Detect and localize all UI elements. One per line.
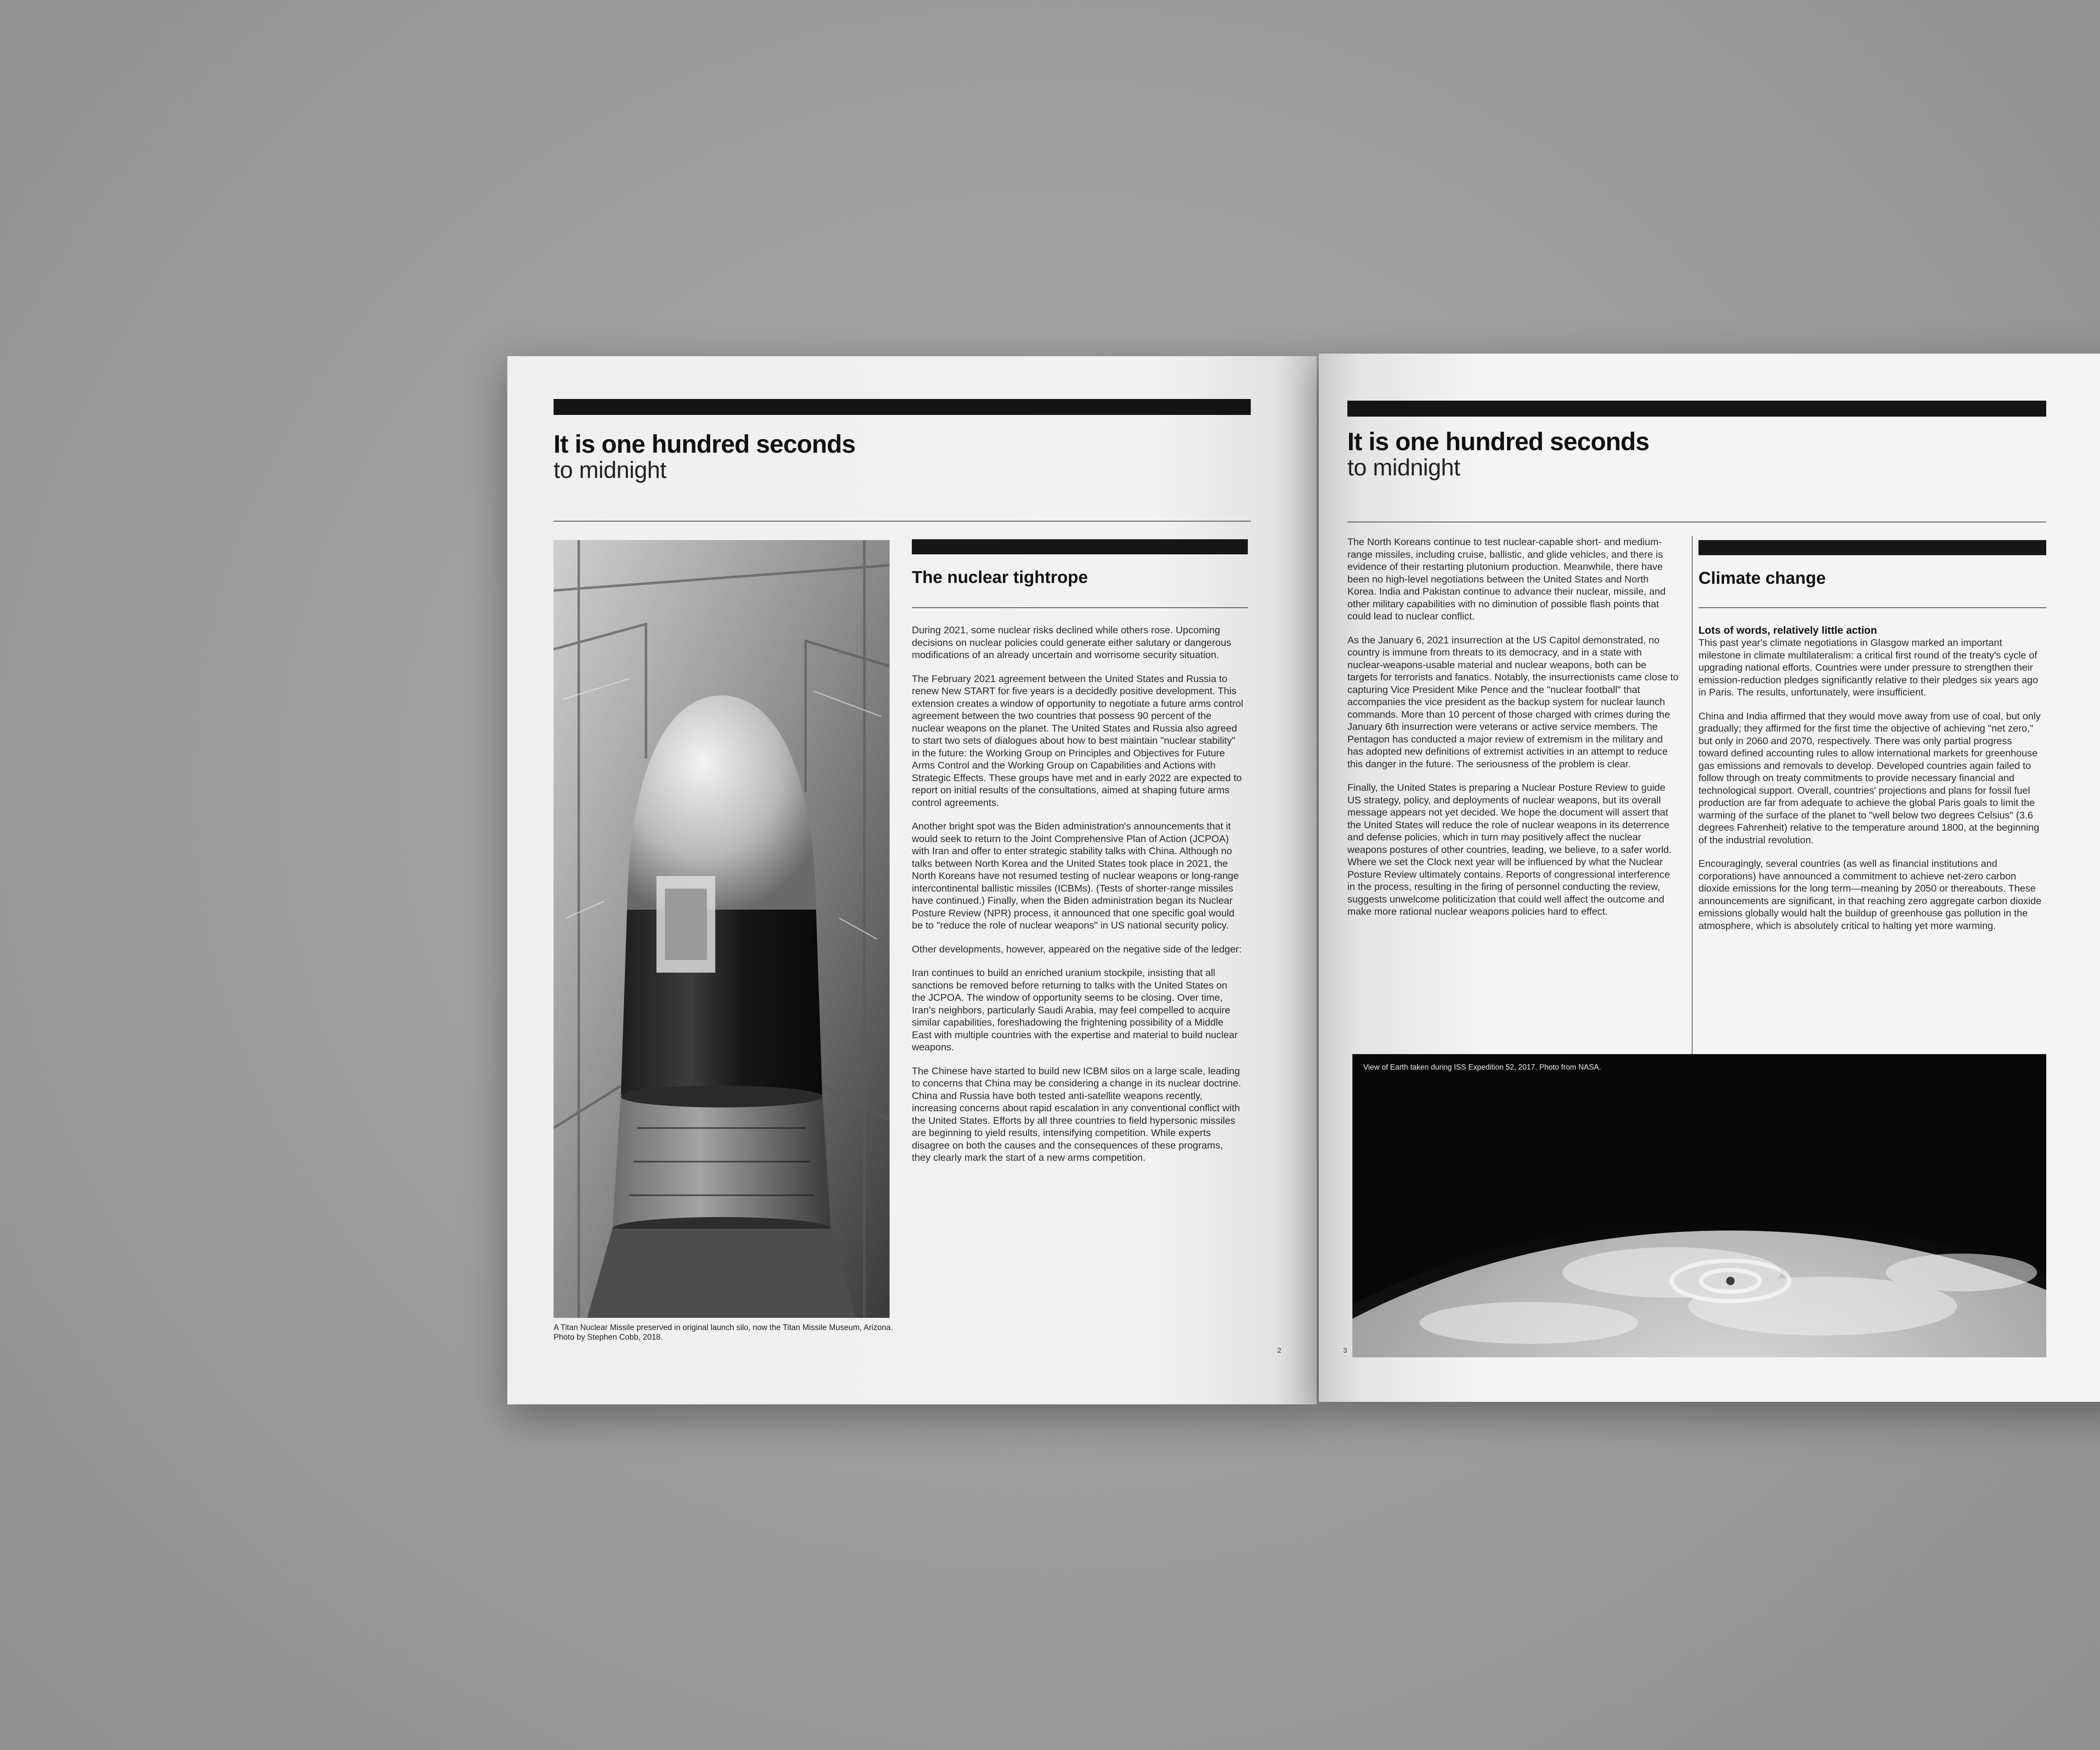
paragraph: Another bright spot was the Biden administration's announcements that it would seek to return to the Joint Comprehensive Plan of Action (JCPOA) with Iran and offer to enter strategic stability talks with China. Although no talks between North Korea and the United States took place in 2021, the North Koreans have not resumed testing of nuclear weapons or long-range intercontinental ballistic missiles (ICBMs). (Tests of shorter-range missiles have continued.) Finally, when the Biden administration began its Nuclear Posture Review (NPR) process, it announced that one specific goal would be to "reduce the role of nuclear weapons" in US national security policy. bbox=[912, 821, 1239, 931]
section-divider bbox=[1698, 607, 2046, 608]
page-subtitle: to midnight bbox=[554, 457, 667, 483]
page-title: It is one hundred seconds bbox=[1347, 428, 1649, 456]
section-bar bbox=[912, 539, 1248, 554]
paragraph: Encouragingly, several countries (as well as financial institutions and corporations) have announced a commitment to achieve net-zero carbon dioxide emissions for the long term—meaning by 2050 or thereabouts. These announcements are significant, in that reaching zero aggregate carbon dioxide emissions globally would halt the buildup of greenhouse gas pollution in the atmosphere, which is absolutely critical to halting yet more warming. bbox=[1698, 858, 2042, 931]
section-body bbox=[1698, 637, 2043, 943]
paragraph: The February 2021 agreement between the United States and Russia to renew New START for five years is a decidedly positive development. This extension creates a window of opportunity to negotiate a future arms control agreement between the two countries that possess 90 percent of the nuclear weapons on the planet. The United States and Russia also agreed to start two sets of dialogues about how to best maintain "nuclear stability" in the future: the Working Group on Principles and Objectives for Future Arms Control and the Working Group on Capabilities and Actions with Strategic Effects. These groups have met and in early 2022 are expected to report on initial results of the consultations, aimed at shaping future arms control agreements. bbox=[912, 673, 1244, 808]
earth-from-iss-image bbox=[1352, 1054, 2046, 1357]
missile-photo-caption: A Titan Nuclear Missile preserved in original launch silo, now the Titan Missile Museum, Arizona. Photo by Stephen Cobb, 2018. bbox=[554, 1323, 893, 1342]
paragraph: This past year's climate negotiations in Glasgow marked an important milestone in climate multilateralism: a critical first round of the treaty's cycle of upgrading national efforts. Countries were under pressure to strengthen their emission-reduction pledges significantly relative to their pledges six years ago in Paris. The results, unfortunately, were insufficient. bbox=[1698, 637, 2038, 698]
page-number: 2 bbox=[1277, 1346, 1281, 1354]
header-bar bbox=[1347, 401, 2046, 417]
section-heading: Climate change bbox=[1698, 568, 1826, 588]
left-page bbox=[507, 356, 1317, 1404]
paragraph: As the January 6, 2021 insurrection at the US Capitol demonstrated, no country is immune from threats to its democracy, and in a state with nuclear-weapons-usable material and nuclear weapons, both can be targets for terrorists and fanatics. Notably, the insurrectionists came close to capturing Vice President Mike Pence and the "nuclear football" that accompanies the vice president as the backup system for nuclear launch commands. More than 10 percent of those charged with crimes during the January 6th insurrection were veterans or active service members. The Pentagon has conducted a major review of extremism in the military and has adopted new definitions of extremist activities in an attempt to reduce this danger in the future. The seriousness of the problem is clear. bbox=[1347, 634, 1679, 769]
section-body bbox=[912, 624, 1244, 1175]
page-subtitle: to midnight bbox=[1347, 454, 1460, 480]
paragraph: The North Koreans continue to test nuclear-capable short- and medium-range missiles, including cruise, ballistic, and glide vehicles, and there is evidence of their restarting plutonium production. Meanwhile, there have been no high-level negotiations between the United States and North Korea. India and Pakistan continue to advance their nuclear, missile, and other military capabilities with no diminution of possible flash points that could lead to nuclear conflict. bbox=[1347, 536, 1666, 622]
paragraph: During 2021, some nuclear risks declined while others rose. Upcoming decisions on nuclear policies could generate either salutary or dangerous modifications of an already uncertain and worrisome security situation. bbox=[912, 624, 1231, 660]
section-subheading: Lots of words, relatively little action bbox=[1698, 624, 1877, 636]
header-bar bbox=[554, 399, 1251, 415]
earth-photo-caption: View of Earth taken during ISS Expedition 52, 2017. Photo from NASA. bbox=[1363, 1063, 1601, 1071]
section-bar bbox=[1698, 540, 2046, 555]
paragraph: Iran continues to build an enriched uranium stockpile, insisting that all sanctions be removed before returning to talks with the United States on the JCPOA. The window of opportunity seems to be closing. Over time, Iran's neighbors, particularly Saudi Arabia, may feel compelled to acquire similar capabilities, foreshadowing the frightening possibility of a Middle East with multiple countries with the expertise and material to build nuclear weapons. bbox=[912, 967, 1238, 1052]
page-number: 3 bbox=[1343, 1346, 1347, 1354]
section-heading: The nuclear tightrope bbox=[912, 567, 1088, 587]
paragraph: Other developments, however, appeared on the negative side of the ledger: bbox=[912, 943, 1242, 955]
header-divider bbox=[554, 521, 1251, 522]
magazine-spread bbox=[507, 356, 2100, 1404]
page-title: It is one hundred seconds bbox=[554, 430, 856, 458]
section-divider bbox=[912, 607, 1248, 608]
paragraph: Finally, the United States is preparing a Nuclear Posture Review to guide US strategy, policy, and deployments of nuclear weapons, but its overall message appears not yet decided. We hope the document will assert that the United States will reduce the role of nuclear weapons in its deterrence and defense policies, which in turn may positively affect the nuclear weapons postures of other countries, leading, we believe, to a safer world. Where we set the Clock next year will be influenced by what the Nuclear Posture Review ultimately contains. Reports of congressional interference in the process, resulting in the firing of personnel conducting the review, suggests unwelcome politicization that could well affect the outcome and make more rational nuclear weapons policies hard to effect. bbox=[1347, 782, 1672, 917]
column-divider bbox=[1692, 536, 1693, 1065]
column-body bbox=[1347, 536, 1679, 929]
earth-photo bbox=[1352, 1054, 2046, 1357]
right-page bbox=[1319, 354, 2100, 1402]
paragraph: The Chinese have started to build new ICBM silos on a large scale, leading to concerns that China may be considering a change in its nuclear doctrine. China and Russia have both tested anti-satellite weapons recently, increasing concerns about rapid escalation in any conventional conflict with the United States. Efforts by all three countries to field hypersonic missiles are beginning to yield results, intensifying competition. While experts disagree on both the causes and the consequences of these programs, they clearly mark the start of a new arms competition. bbox=[912, 1065, 1241, 1163]
titan-missile-image bbox=[554, 540, 890, 1318]
missile-photo bbox=[554, 540, 890, 1318]
paragraph: China and India affirmed that they would move away from use of coal, but only gradually; they affirmed for the first time the objective of achieving "net zero," but only in 2060 and 2070, respectively. There was only partial progress toward defined accounting rules to allow international markets for greenhouse gas emissions and removals to develop. Developed countries again failed to follow through on treaty commitments to provide necessary financial and technological support. Overall, countries' projections and plans for fossil fuel production are far from adequate to achieve the global Paris goals to limit the warming of the surface of the planet to "well below two degrees Celsius" (3.6 degrees Fahrenheit) relative to the temperature around 1800, at the beginning of the industrial revolution. bbox=[1698, 710, 2041, 845]
